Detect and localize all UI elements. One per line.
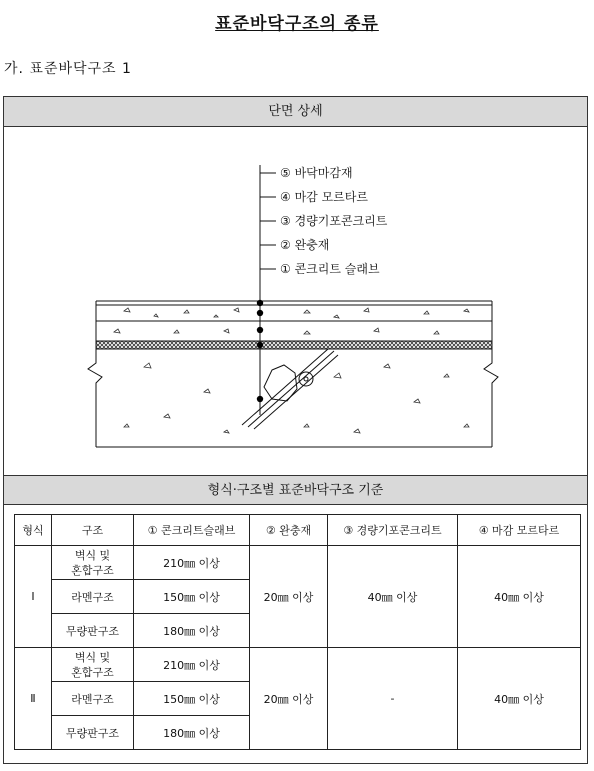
lightweight-concrete-cell: 40㎜ 이상 [328, 546, 458, 648]
type-cell: Ⅱ [15, 648, 52, 750]
structure-cell: 무량판구조 [52, 614, 134, 648]
layer-labels [280, 165, 388, 276]
lightweight-concrete-cell: - [328, 648, 458, 750]
structure-cell: 벽식 및 혼합구조 [52, 546, 134, 580]
col-header-structure: 구조 [52, 515, 134, 546]
standards-table [14, 514, 581, 750]
mortar-cell: 40㎜ 이상 [458, 648, 581, 750]
slab-cell: 210㎜ 이상 [134, 546, 250, 580]
col-header-mortar: ④ 마감 모르타르 [458, 515, 581, 546]
col-header-lightweight-concrete: ③ 경량기포콘크리트 [328, 515, 458, 546]
slab-cell: 150㎜ 이상 [134, 580, 250, 614]
floor-section-diagram [4, 127, 587, 475]
standards-header: 형식·구조별 표준바닥구조 기준 [4, 475, 587, 505]
table-header-row [15, 515, 581, 546]
col-header-buffer: ② 완충재 [250, 515, 328, 546]
table-row [15, 546, 581, 580]
slab-cell: 150㎜ 이상 [134, 682, 250, 716]
layer-label-slab: ① 콘크리트 슬래브 [280, 262, 380, 276]
structure-cell: 라멘구조 [52, 580, 134, 614]
structure-cell: 벽식 및 혼합구조 [52, 648, 134, 682]
layer-label-buffer: ② 완충재 [280, 238, 330, 252]
layer-label-lightweight-concrete: ③ 경량기포콘크리트 [280, 214, 388, 228]
type-cell: Ⅰ [15, 546, 52, 648]
structure-cell: 무량판구조 [52, 716, 134, 750]
slab-cell: 180㎜ 이상 [134, 614, 250, 648]
buffer-cell: 20㎜ 이상 [250, 648, 328, 750]
mortar-cell: 40㎜ 이상 [458, 546, 581, 648]
layer-label-finish: ⑤ 바닥마감재 [280, 166, 353, 180]
table-row [15, 648, 581, 682]
layer-label-mortar: ④ 마감 모르타르 [280, 190, 368, 204]
section-heading: 가. 표준바닥구조 1 [4, 61, 132, 77]
col-header-slab: ① 콘크리트슬래브 [134, 515, 250, 546]
buffer-cell: 20㎜ 이상 [250, 546, 328, 648]
col-header-type: 형식 [15, 515, 52, 546]
structure-cell: 라멘구조 [52, 682, 134, 716]
detail-header: 단면 상세 [4, 97, 587, 127]
floor-structure-panel [3, 96, 588, 764]
slab-cell: 180㎜ 이상 [134, 716, 250, 750]
page-title: 표준바닥구조의 종류 [215, 14, 379, 34]
slab-cell: 210㎜ 이상 [134, 648, 250, 682]
